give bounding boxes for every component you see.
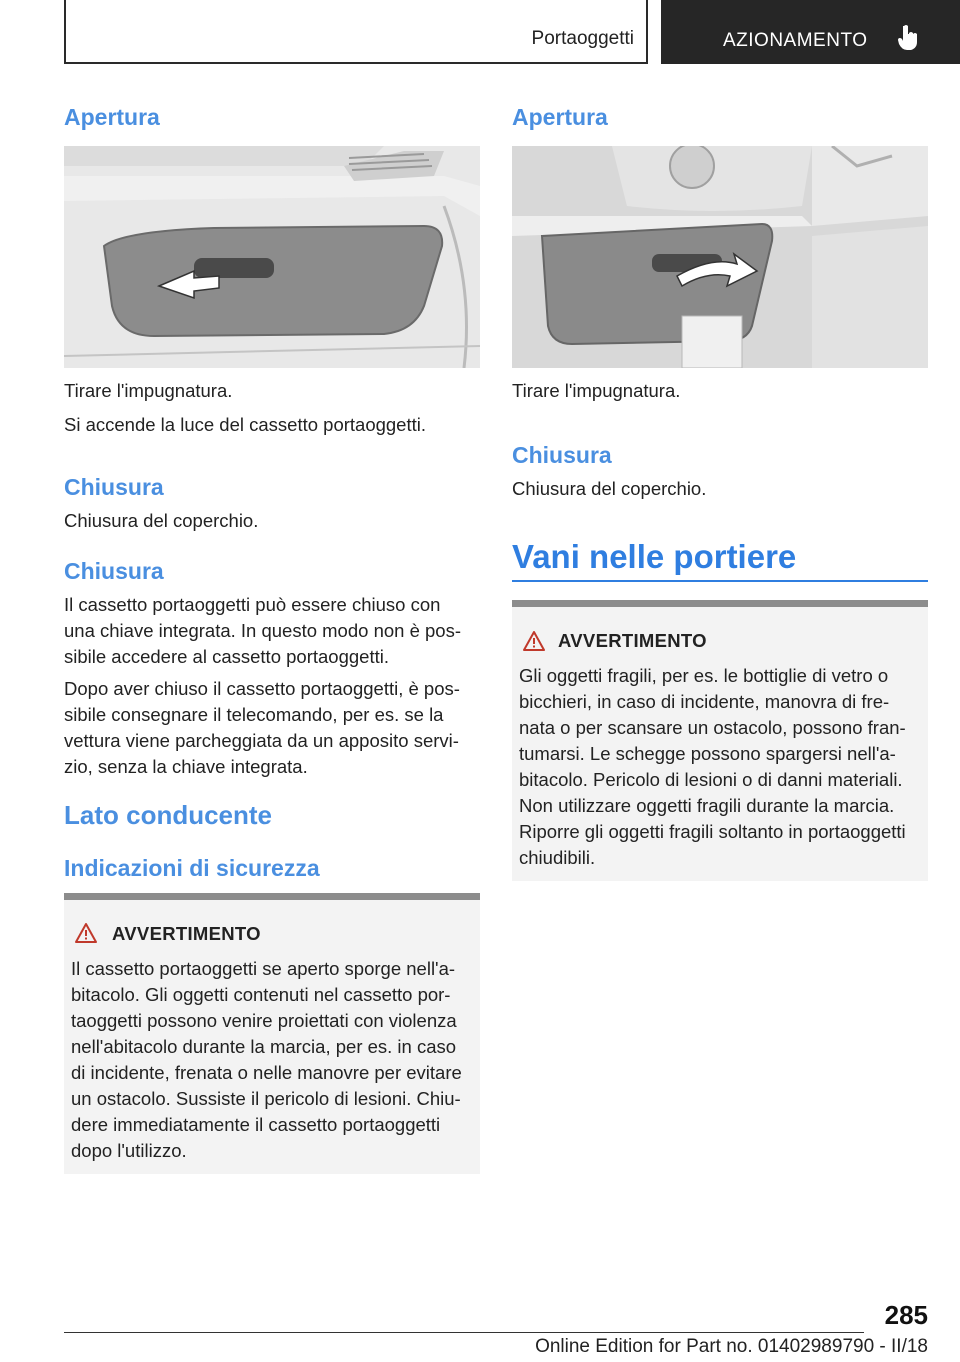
warning-text-left: Il cassetto portaoggetti se aperto sporge nell'a- bitacolo. Gli oggetti contenuti nel cassetto por- taoggetti possono venire proiettati con violenza nell'abitacolo durante la marcia, per es. in caso di incidente, frenata o nelle manovre per evitare un ostacolo. Sussiste il pericolo di lesioni. Chiu- dere immediatamente il cassetto portaoggetti dopo l'utilizzo. (71, 958, 462, 1161)
warning-title-right: AVVERTIMENTO (558, 630, 707, 651)
heading-safety: Indicazioni di sicurezza (64, 855, 320, 881)
locking-paragraph-2: Dopo aver chiuso il cassetto portaoggetti, è pos- sibile consegnare il telecomando, per es. se la vettura viene parcheggiata da un apposito servi- zio, senza la chiave integrata. (64, 678, 460, 777)
caption-pull-handle-right: Tirare l'impugnatura. (512, 380, 681, 401)
locking-paragraph-1: Il cassetto portaoggetti può essere chiuso con una chiave integrata. In questo modo non è pos- sibile accedere al cassetto portaoggetti. (64, 594, 461, 667)
chapter-tab (661, 0, 960, 64)
warning-box-right (512, 600, 928, 881)
heading-door-compartments: Vani nelle portiere (512, 538, 797, 575)
warning-title-left: AVVERTIMENTO (112, 923, 261, 944)
warning-triangle-icon (522, 630, 546, 657)
caption-pull-handle-left: Tirare l'impugnatura. (64, 380, 233, 401)
heading-closing-right: Chiusura (512, 442, 612, 468)
page-number: 285 (884, 1300, 928, 1330)
heading-opening-right: Apertura (512, 104, 608, 130)
warning-box-left (64, 893, 480, 1174)
footer-divider (64, 1332, 864, 1333)
edition-note: Online Edition for Part no. 01402989790 - II/18 (535, 1336, 928, 1357)
caption-light-on: Si accende la luce del cassetto portaoggetti. (64, 414, 427, 435)
heading-locking: Chiusura (64, 558, 164, 584)
heading-closing-left: Chiusura (64, 474, 164, 500)
closing-text-left: Chiusura del coperchio. (64, 510, 259, 531)
section-title: Portaoggetti (531, 28, 634, 49)
pointing-hand-icon (897, 24, 919, 55)
heading-opening-left: Apertura (64, 104, 160, 130)
glovebox-photo-right (512, 146, 928, 368)
warning-text-right: Gli oggetti fragili, per es. le bottiglie di vetro o bicchieri, in caso di incidente, manovra di fre- nata o per scansare un ostacolo, possono fran- tumarsi. Le schegge possono spargersi nell'a- bitacolo. Pericolo di lesioni o di danni materiali. Non utilizzare oggetti fragili durante la marcia. Riporre gli oggetti fragili soltanto in portaoggetti chiudibili. (519, 665, 906, 868)
glovebox-photo-left (64, 146, 480, 368)
heading-underline (512, 580, 928, 582)
closing-text-right: Chiusura del coperchio. (512, 478, 707, 499)
warning-triangle-icon (74, 922, 98, 949)
chapter-title: AZIONAMENTO (723, 30, 868, 51)
heading-driver-side: Lato conducente (64, 800, 273, 830)
header-section-box (64, 0, 648, 64)
